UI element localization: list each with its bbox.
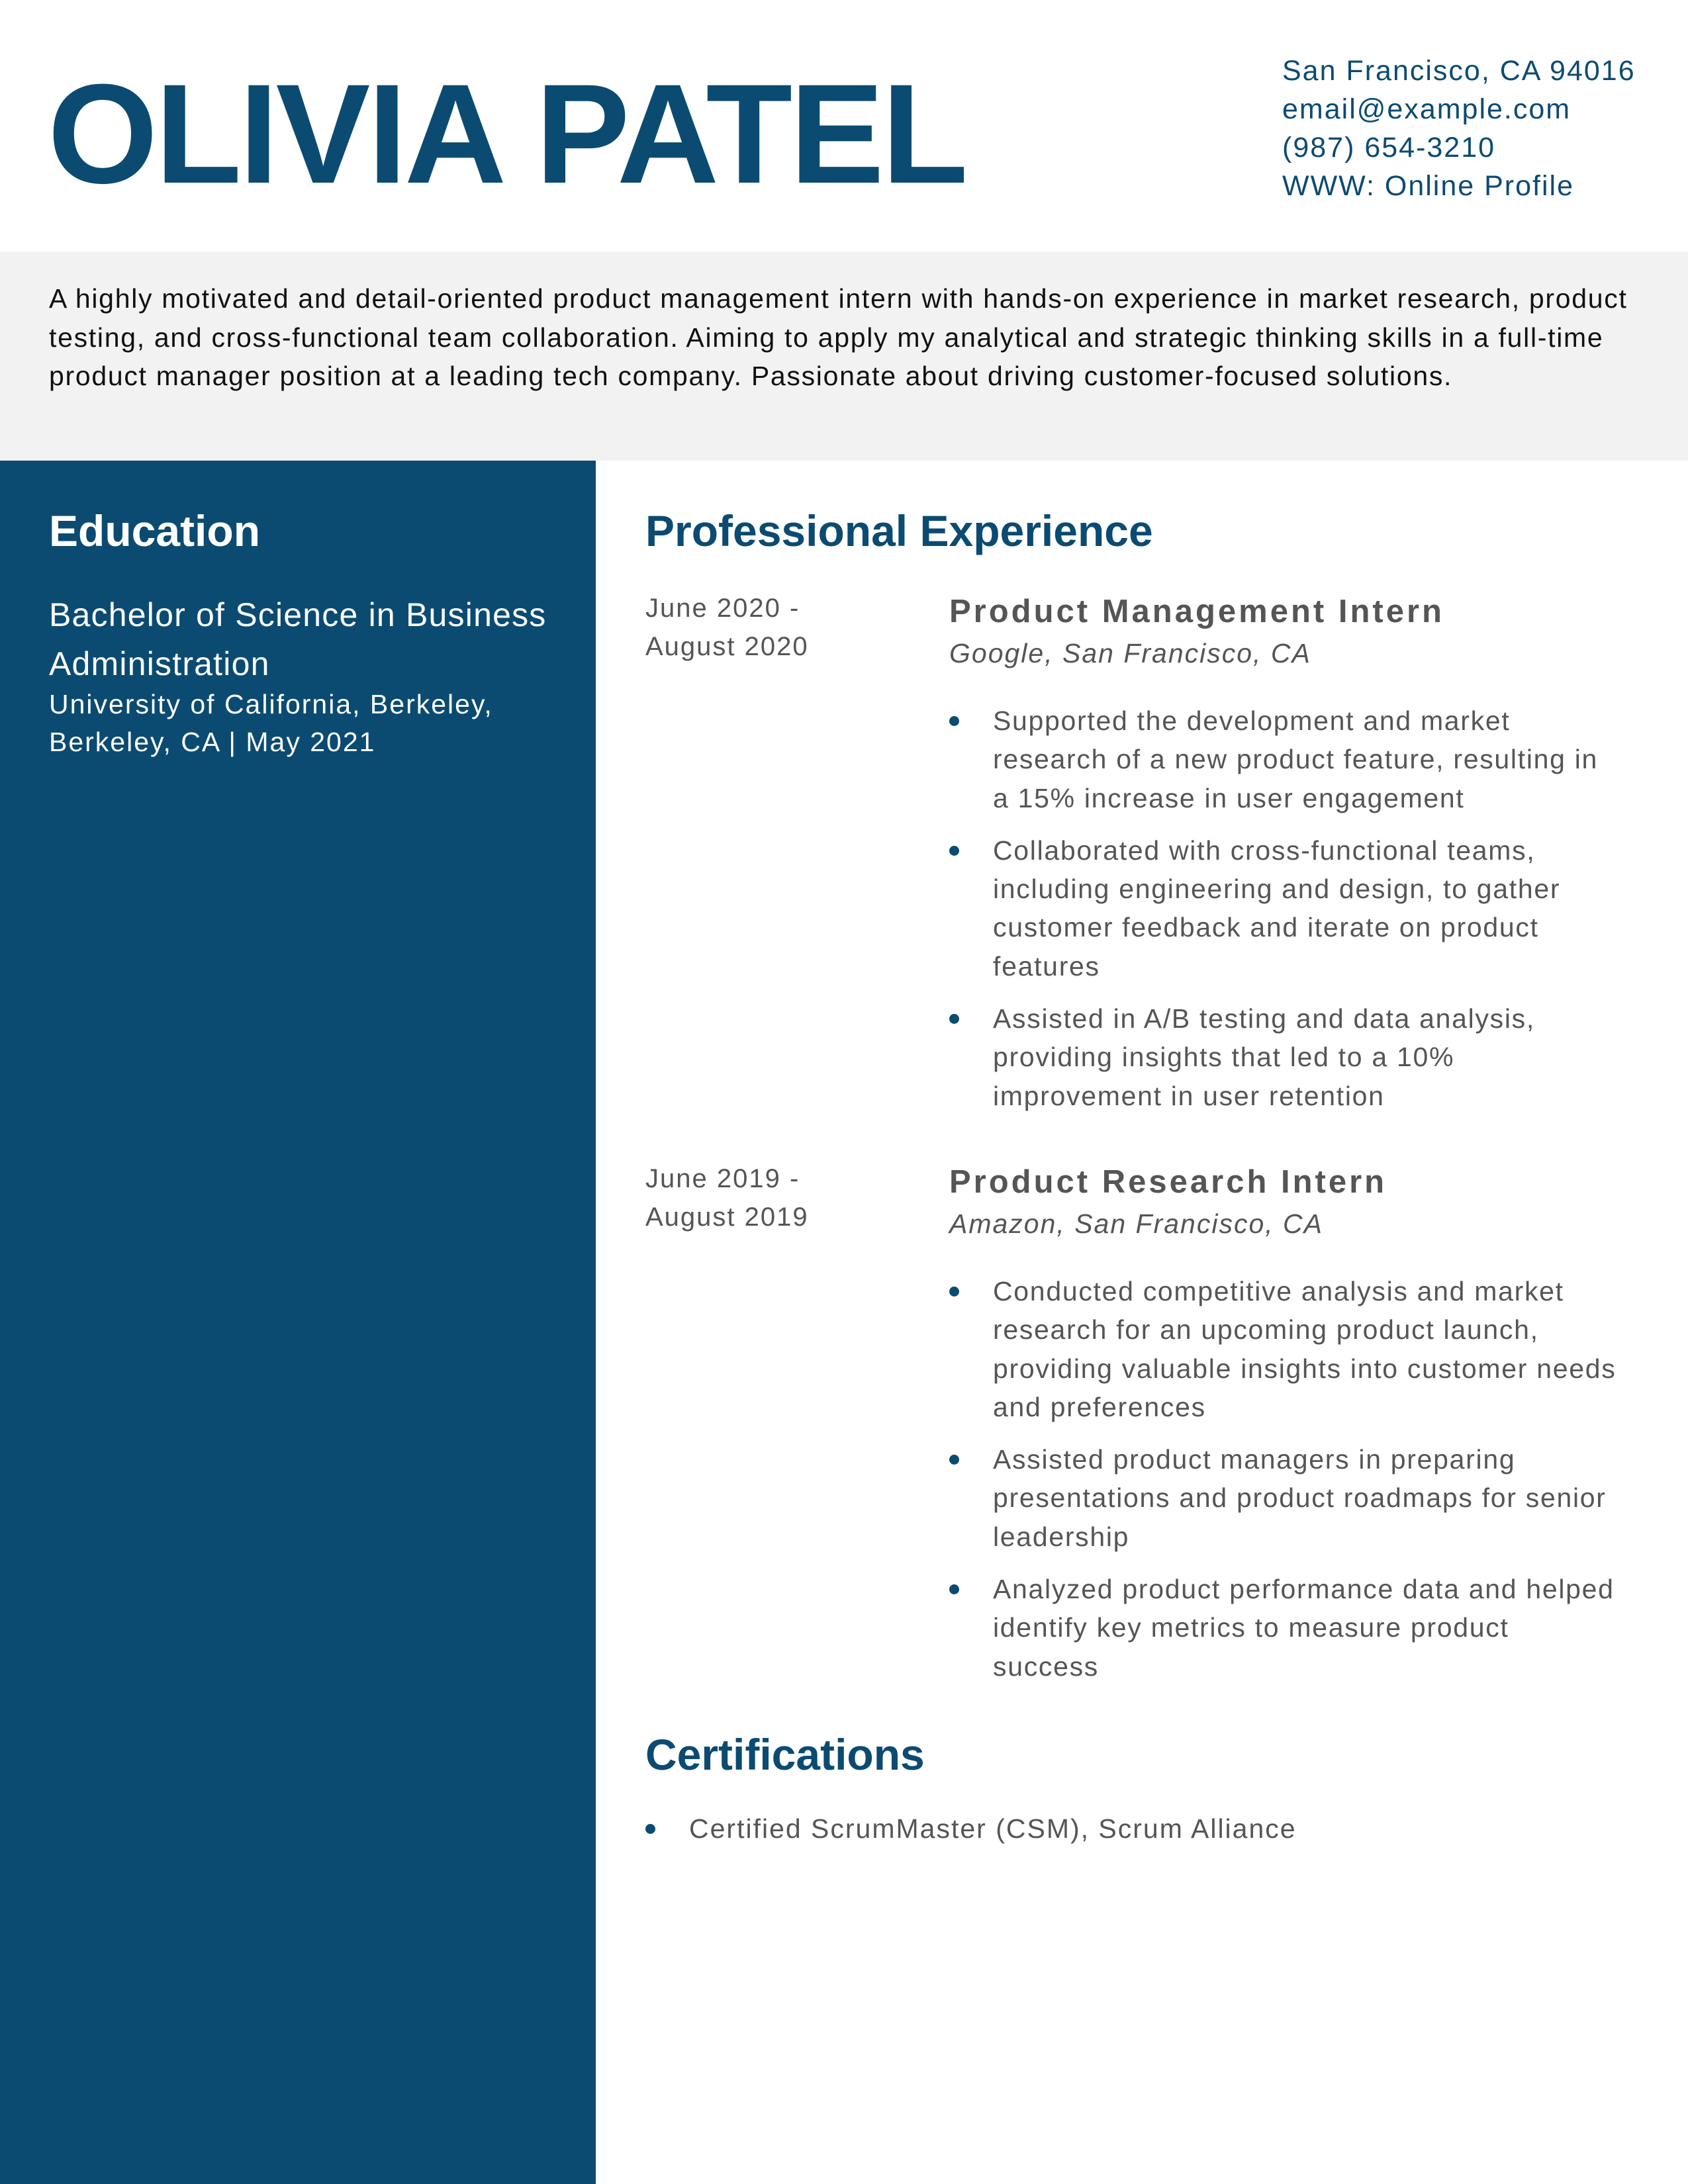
- job-company: Amazon, San Francisco, CA: [949, 1208, 1323, 1239]
- contact-website[interactable]: WWW: Online Profile: [1282, 170, 1574, 202]
- job-bullet: [949, 999, 1618, 1115]
- summary-text: A highly motivated and detail-oriented product management intern with hands-on experience in market research, product testing, and cross-functional team collaboration. Aiming to apply my analytical and strategic thinking skills in a full-time product manager position at a leading tech company. Passionate about driving customer-focused solutions.: [49, 283, 1628, 391]
- bullet-dot-icon: [949, 1584, 959, 1594]
- job-bullet-text: Conducted competitive analysis and market research for an upcoming product launch, providing valuable insights into customer needs and preferences: [993, 1276, 1617, 1422]
- contact-address: San Francisco, CA 94016: [1282, 55, 1636, 87]
- degree-name: Bachelor of Science in Business Administration: [49, 596, 547, 682]
- experience-heading: Professional Experience: [645, 506, 1153, 555]
- summary-band: [0, 251, 1688, 461]
- job-bullet-text: Supported the development and market research of a new product feature, resulting in a 15% increase in user engagement: [993, 705, 1599, 813]
- job-dates: June 2019 - August 2019: [645, 1164, 809, 1232]
- job-title: Product Management Intern: [949, 594, 1444, 629]
- candidate-name: OLIVIA PATEL: [48, 55, 966, 213]
- job-bullet-list: [949, 1272, 1618, 1700]
- education-heading: Education: [49, 506, 261, 555]
- bullet-dot-icon: [949, 716, 959, 726]
- certification-item: [645, 1809, 1638, 1848]
- contact-block: [1282, 52, 1673, 205]
- certifications-heading: Certifications: [645, 1730, 925, 1779]
- contact-email[interactable]: email@example.com: [1282, 93, 1571, 125]
- job-title: Product Research Intern: [949, 1164, 1387, 1200]
- certifications-list: [645, 1809, 1638, 1848]
- job-dates: June 2020 - August 2020: [645, 594, 809, 661]
- bullet-dot-icon: [949, 1287, 959, 1297]
- bullet-dot-icon: [645, 1824, 655, 1834]
- resume-header: [0, 0, 1688, 251]
- contact-phone: (987) 654-3210: [1282, 132, 1496, 163]
- job-bullet: [949, 1570, 1618, 1686]
- bullet-dot-icon: [949, 846, 959, 856]
- job-bullet-text: Collaborated with cross-functional teams, including engineering and design, to gather customer feedback and iterate on product features: [993, 835, 1561, 981]
- school-info: University of California, Berkeley, Berkeley, CA | May 2021: [49, 689, 493, 757]
- job-bullet: [949, 1440, 1618, 1556]
- job-company: Google, San Francisco, CA: [949, 638, 1311, 668]
- certification-text: Certified ScrumMaster (CSM), Scrum Alliance: [689, 1813, 1297, 1844]
- job-bullet-text: Assisted product managers in preparing presentations and product roadmaps for senior leadership: [993, 1444, 1607, 1552]
- main-column: [596, 461, 1688, 2184]
- job-bullet: [949, 831, 1618, 985]
- bullet-dot-icon: [949, 1014, 959, 1024]
- education-sidebar: [0, 461, 596, 2184]
- job-bullet: [949, 1272, 1618, 1426]
- job-bullet-text: Assisted in A/B testing and data analysis, providing insights that led to a 10% improvement in user retention: [993, 1003, 1535, 1111]
- job-bullet-text: Analyzed product performance data and helped identify key metrics to measure product success: [993, 1574, 1615, 1682]
- bullet-dot-icon: [949, 1455, 959, 1465]
- job-bullet-list: [949, 702, 1618, 1129]
- job-bullet: [949, 702, 1618, 817]
